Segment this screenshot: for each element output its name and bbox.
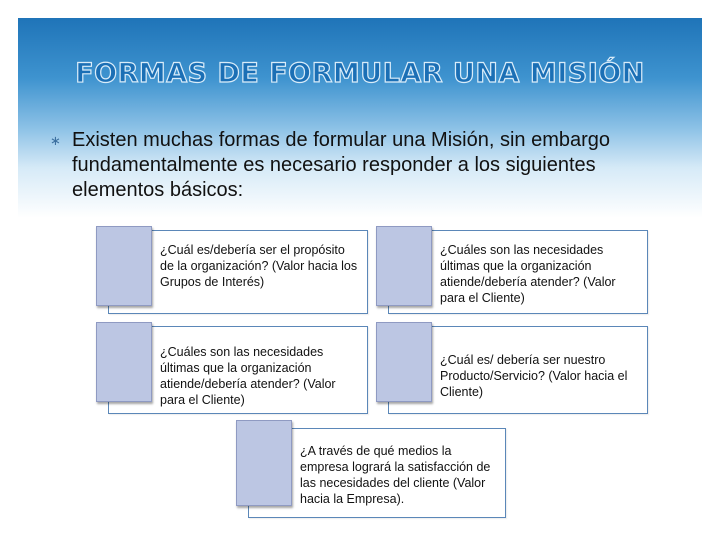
card-text: ¿A través de qué medios la empresa logrará la satisfacción de las necesidades del cliente (Valor hacia la Empresa). — [300, 444, 491, 506]
card-proposito — [96, 226, 368, 318]
card-text: ¿Cuáles son las necesidades últimas que la organización atiende/debería atender? (Valor para el Cliente) — [160, 345, 336, 407]
card-producto — [376, 322, 648, 414]
card-necesidades-1 — [376, 226, 648, 318]
card-square — [96, 226, 152, 306]
card-medios — [236, 420, 508, 520]
bullet-text: Existen muchas formas de formular una Misión, sin embargo fundamentalmente es necesario responder a los siguientes elementos básicos: — [72, 129, 611, 201]
card-square — [376, 226, 432, 306]
asterisk-bullet-icon: ∗ — [50, 134, 61, 149]
card-necesidades-2 — [96, 322, 368, 414]
card-square — [236, 420, 292, 506]
card-text: ¿Cuál es/debería ser el propósito de la organización? (Valor hacia los Grupos de Interés) — [160, 243, 358, 289]
card-text: ¿Cuál es/ debería ser nuestro Producto/Servicio? (Valor hacia el Cliente) — [440, 353, 628, 399]
card-square — [376, 322, 432, 402]
bullet-item — [50, 128, 690, 203]
card-square — [96, 322, 152, 402]
slide-title: FORMAS DE FORMULAR UNA MISIÓN — [75, 58, 645, 89]
card-text: ¿Cuáles son las necesidades últimas que la organización atiende/debería atender? (Valor para el Cliente) — [440, 243, 616, 305]
